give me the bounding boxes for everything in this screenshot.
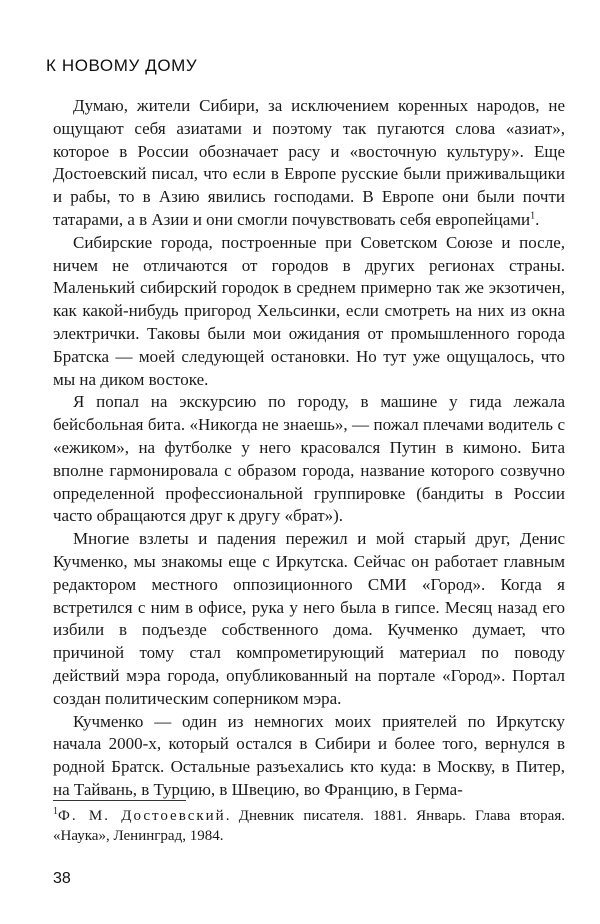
paragraph-1-suffix: . [535,209,540,229]
paragraph-2: Сибирские города, построенные при Советском Союзе и после, ничем не отличаются от городов в других регионах страны. Маленький сибирский городок в среднем примерно так же экзотичен, как какой-нибудь пригород Хельсинки, если смотреть на них из окна электрички. Таковы были мои ожидания от промышленного города Братска — моей следующей остановки. Но тут уже ощущалось, что мы на диком востоке. [53,232,565,389]
paragraph-1 [53,95,565,232]
paragraph-4: Многие взлеты и падения пережил и мой старый друг, Денис Кучменко, мы знакомы еще с Иркутска. Сейчас он работает главным редактором местного оппозиционного СМИ «Город». Когда я встретился с ним в офисе, рука у него была в гипсе. Месяц назад его избили в подъезде собственного дома. Кучменко думает, что причиной тому стал компрометирующий материал по поводу действий мэра города, опубликованный на портале «Город». Портал создан политическим соперником мэра. [53,529,565,708]
paragraph-5: Кучменко — один из немногих моих приятелей по Иркутску начала 2000-х, который остался в Сибири и более того, вернулся в родной Братск. Остальные разъехались кто куда: в Москву, в Питер, на Тайвань, в Турцию, в Швецию, во Францию, в Герма- [53,711,565,799]
footnote [53,806,565,846]
paragraph-3: Я попал на экскурсию по городу, в машине у гида лежала бейсбольная бита. «Никогда не знаешь», — пожал плечами водитель с «ежиком», на футболке у него красовался Путин в кимоно. Бита вполне гармонировала с образом города, название которого созвучно определенной профессиональной группировке (бандиты в России часто обращаются друг к другу «брат»). [53,392,565,526]
running-header: К НОВОМУ ДОМУ [46,56,198,75]
page-number: 38 [53,870,71,887]
footnote-number: 1 [53,806,58,817]
main-text [53,95,565,802]
footnote-text: . Дневник писателя. 1881. Январь. Глава вторая. «Наука», Ленинград, 1984. [53,808,565,844]
footnote-marker: 1 [530,210,536,222]
paragraph-1-text: Думаю, жители Сибири, за исключением коренных народов, не ощущают себя азиатами и поэтому так пугаются слова «азиат», которое в России обозначает расу и «восточную культуру». Еще Достоевский писал, что если в Европе русские были приживальщики и рабы, то в Азию явились господами. В Европе они были почти татарами, а в Азии и они смогли почувствовать себя европейцами [53,96,565,229]
footnote-author: Ф. М. Достоевский [58,808,226,824]
footnote-divider [53,800,186,801]
